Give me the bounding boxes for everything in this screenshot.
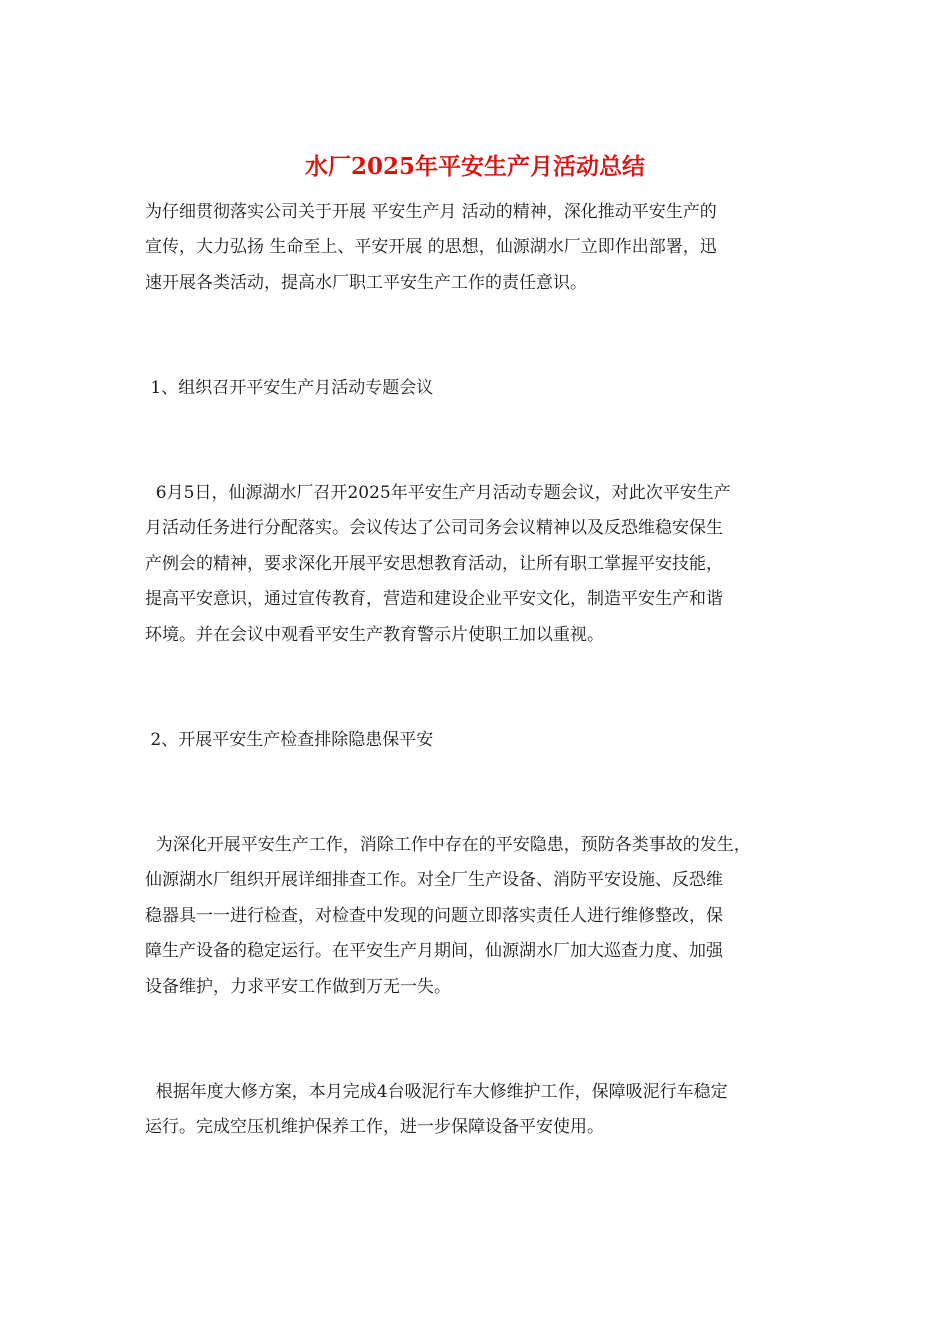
section1-line-5: 环境。并在会议中观看平安生产教育警示片使职工加以重视。: [145, 625, 604, 645]
section3-line-2: 运行。完成空压机维护保养工作，进一步保障设备平安使用。: [145, 1117, 604, 1137]
intro-line-1: 为仔细贯彻落实公司关于开展 平安生产月 活动的精神，深化推动平安生产的: [145, 202, 717, 222]
section3-line-1: 根据年度大修方案，本月完成4台吸泥行车大修维护工作，保障吸泥行车稳定: [145, 1082, 728, 1102]
section1-line-1: 6月5日，仙源湖水厂召开2025年平安生产月活动专题会议，对此次平安生产: [145, 483, 731, 503]
intro-line-2: 宣传，大力弘扬 生命至上、平安开展 的思想，仙源湖水厂立即作出部署，迅: [145, 237, 717, 257]
document-title: 水厂2025年平安生产月活动总结: [304, 153, 645, 180]
section2-line-5: 设备维护，力求平安工作做到万无一失。: [145, 977, 451, 997]
section1-line-2: 月活动任务进行分配落实。会议传达了公司司务会议精神以及反恐维稳安保生: [145, 518, 723, 538]
section2-heading: 2、开展平安生产检查排除隐患保平安: [145, 730, 434, 750]
section2-line-1: 为深化开展平安生产工作，消除工作中存在的平安隐患，预防各类事故的发生，: [145, 835, 751, 855]
section2-line-3: 稳器具一一进行检查，对检查中发现的问题立即落实责任人进行维修整改，保: [145, 906, 723, 926]
section1-heading: 1、组织召开平安生产月活动专题会议: [145, 378, 434, 398]
section2-line-2: 仙源湖水厂组织开展详细排查工作。对全厂生产设备、消防平安设施、反恐维: [145, 870, 723, 890]
intro-line-3: 速开展各类活动，提高水厂职工平安生产工作的责任意识。: [145, 273, 587, 293]
section1-line-4: 提高平安意识，通过宣传教育，营造和建设企业平安文化，制造平安生产和谐: [145, 589, 723, 609]
section1-line-3: 产例会的精神，要求深化开展平安思想教育活动，让所有职工掌握平安技能，: [145, 554, 723, 574]
section2-line-4: 障生产设备的稳定运行。在平安生产月期间，仙源湖水厂加大巡查力度、加强: [145, 941, 723, 961]
